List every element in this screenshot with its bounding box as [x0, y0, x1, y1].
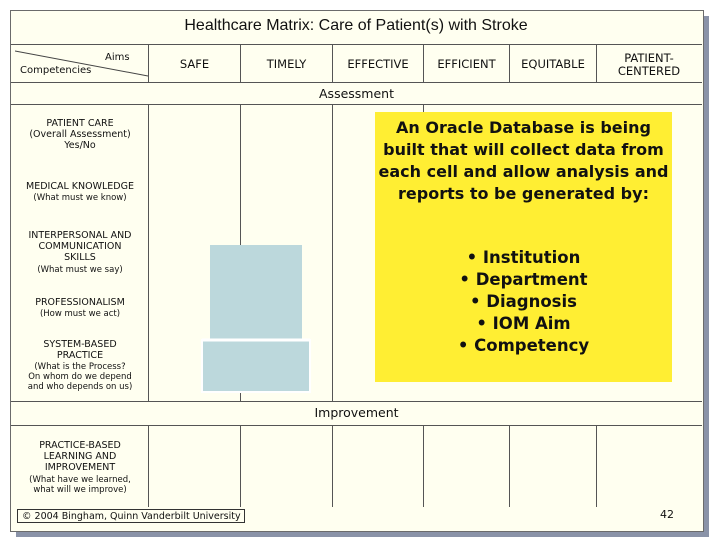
competency-professionalism: PROFESSIONALISM	[35, 297, 125, 308]
grid-line	[148, 425, 149, 507]
callout-bullet-list	[375, 247, 672, 357]
grid-line	[11, 44, 702, 45]
bullet-institution: • Institution	[466, 248, 581, 267]
callout-description: An Oracle Database is being built that will collect data from each cell and allow analysis and reports to be generated by:	[378, 118, 669, 203]
grid-line	[596, 425, 597, 507]
competency-professionalism-sub: (How must we act)	[39, 309, 121, 319]
section-assessment: Assessment	[319, 86, 394, 101]
competency-medical-knowledge-sub: (What must we know)	[33, 193, 127, 203]
aim-header-effective: EFFECTIVE	[347, 57, 409, 71]
competency-interpersonal-sub: (What must we say)	[37, 265, 123, 275]
corner-competencies-label: Competencies	[20, 65, 92, 76]
competency-practice-based-sub: (What have we learned, what will we improve)	[29, 475, 131, 495]
corner-aims-label: Aims	[105, 52, 130, 63]
footer-copyright: © 2004 Bingham, Quinn Vanderbilt University	[17, 509, 245, 523]
grid-line	[509, 425, 510, 507]
page-number: 42	[660, 508, 674, 521]
bullet-competency: • Competency	[457, 336, 590, 355]
aim-header-timely: TIMELY	[266, 57, 307, 71]
aim-header-safe: SAFE	[179, 57, 210, 71]
grid-line	[332, 425, 333, 507]
bullet-diagnosis: • Diagnosis	[470, 292, 577, 311]
competency-medical-knowledge: MEDICAL KNOWLEDGE	[26, 181, 134, 192]
slide-title: Healthcare Matrix: Care of Patient(s) with Stroke	[184, 17, 528, 34]
grid-line	[11, 425, 702, 426]
bullet-iom-aim: • IOM Aim	[476, 314, 571, 333]
competency-system-based-sub: (What is the Process? On whom do we depend and who depends on us)	[27, 362, 133, 392]
grid-line	[11, 82, 702, 83]
bullet-department: • Department	[459, 270, 588, 289]
aim-header-efficient: EFFICIENT	[437, 57, 496, 71]
cell-highlight-shape	[180, 240, 380, 400]
grid-line	[148, 104, 149, 401]
competency-system-based: SYSTEM-BASED PRACTICE	[43, 339, 117, 361]
grid-line	[240, 425, 241, 507]
grid-line	[423, 425, 424, 507]
section-improvement: Improvement	[314, 405, 399, 420]
aim-header-patient-centered: PATIENT- CENTERED	[617, 51, 681, 78]
aim-header-equitable: EQUITABLE	[521, 57, 585, 71]
competency-patient-care: PATIENT CARE (Overall Assessment) Yes/No	[29, 118, 131, 151]
competency-interpersonal: INTERPERSONAL AND COMMUNICATION SKILLS	[28, 230, 132, 263]
grid-line	[11, 401, 702, 402]
grid-line	[11, 104, 702, 105]
competency-practice-based: PRACTICE-BASED LEARNING AND IMPROVEMENT	[39, 440, 121, 473]
